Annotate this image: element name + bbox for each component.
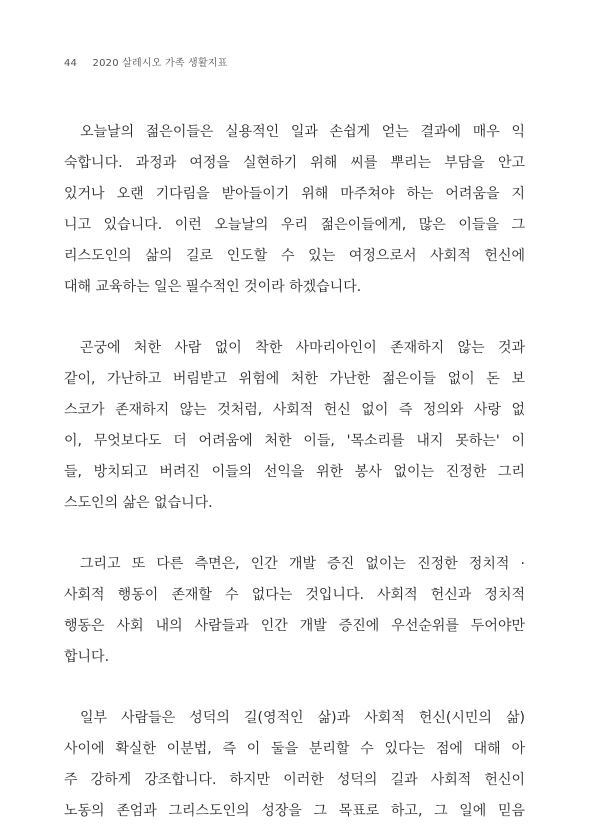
paragraph-3: [64, 549, 525, 673]
text-line: 곤궁에 처한 사람 없이 착한 사마리아인이 존재하지 않는 것과: [80, 340, 525, 356]
running-header: [64, 54, 228, 69]
text-line: 리스도인의 삶의 길로 인도할 수 있는 여정으로서 사회적 헌신에: [64, 248, 525, 264]
text-line: 이, 무엇보다도 더 어려움에 처한 이들, '목소리를 내지 못하는' 이: [64, 433, 525, 449]
text-line: 사회적 행동이 존재할 수 없다는 것입니다. 사회적 헌신과 정치적: [64, 587, 525, 603]
paragraph-2: [64, 333, 525, 519]
text-line: 일부 사람들은 성덕의 길(영적인 삶)과 사회적 헌신(시민의 삶): [80, 710, 525, 726]
text-line: 주 강하게 강조합니다. 하지만 이러한 성덕의 길과 사회적 헌신이: [64, 772, 525, 788]
text-line: 행동은 사회 내의 사람들과 인간 개발 증진에 우선순위를 두어야만: [64, 618, 525, 634]
text-line: 그리고 또 다른 측면은, 인간 개발 증진 없이는 진정한 정치적 ·: [80, 556, 525, 572]
text-line: 같이, 가난하고 버림받고 위험에 처한 가난한 젊은이들 없이 돈 보: [64, 371, 525, 387]
text-line: 합니다.: [64, 649, 110, 665]
paragraph-1: [64, 117, 525, 303]
text-line: 들, 방치되고 버려진 이들의 선익을 위한 봉사 없이는 진정한 그리: [64, 464, 525, 480]
paragraph-4: [64, 703, 525, 827]
text-line: 대해 교육하는 일은 필수적인 것이라 하겠습니다.: [64, 279, 362, 295]
book-title: 2020 살레시오 가족 생활지표: [92, 58, 228, 69]
text-line: 숙합니다. 과정과 여정을 실현하기 위해 씨를 뿌리는 부담을 안고: [64, 155, 525, 171]
page-number: 44: [64, 58, 78, 69]
text-line: 스도인의 삶은 없습니다.: [64, 495, 213, 511]
text-line: 스코가 존재하지 않는 것처럼, 사회적 헌신 없이 즉 정의와 사랑 없: [64, 402, 525, 418]
text-line: 오늘날의 젊은이들은 실용적인 일과 손쉽게 얻는 결과에 매우 익: [80, 124, 525, 140]
text-line: 있거나 오랜 기다림을 받아들이기 위해 마주쳐야 하는 어려움을 지: [64, 186, 525, 202]
text-line: 노동의 존엄과 그리스도인의 성장을 그 목표로 하고, 그 일에 믿음: [64, 803, 525, 819]
text-line: 니고 있습니다. 이런 오늘날의 우리 젊은이들에게, 많은 이들을 그: [64, 217, 525, 233]
text-line: 사이에 확실한 이분법, 즉 이 둘을 분리할 수 있다는 점에 대해 아: [64, 741, 525, 757]
body-text: [64, 117, 525, 827]
